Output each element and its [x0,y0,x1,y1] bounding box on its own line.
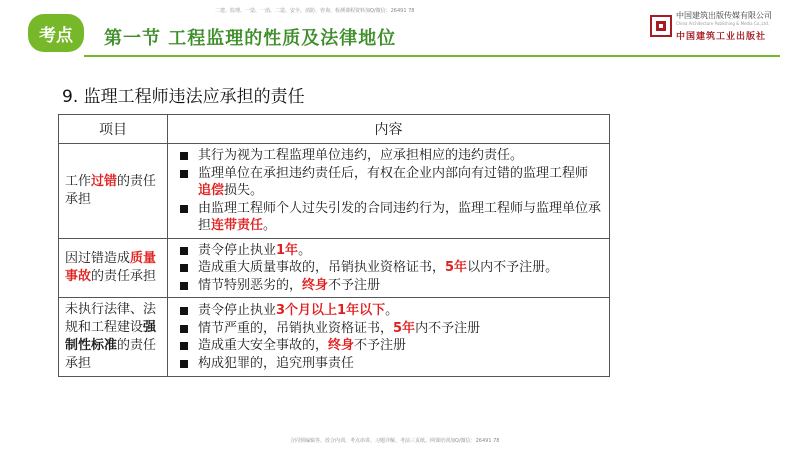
table-header-row [59,115,610,144]
text-segment: 未执行法律、法规和工程建设 [65,302,157,335]
text-segment: 的责任承担 [65,338,157,371]
highlight-text: 5年 [393,320,416,336]
text-segment: 以内不予注册。 [467,260,559,275]
text-segment: 责令停止执业 [198,242,277,258]
publisher-logo-icon [650,15,672,37]
highlight-text: 连带责任 [211,218,264,233]
section-title: 9. 监理工程师违法应承担的责任 [62,87,305,107]
bullet-item [176,355,601,373]
bottom-watermark: 合同预编辑等、放合内训、考点串讲、习题详解、考前三页纸、网课培训加Q/微信：26491 78 [290,438,500,444]
row-content [168,238,610,298]
highlight-text: 终身 [302,277,329,293]
table-row [59,238,610,298]
text-segment: 工作 [65,173,92,189]
topic-badge: 考点 [28,14,84,52]
text-segment: 情节特别恶劣的， [198,277,303,293]
text-segment: 内不予注册 [415,320,481,336]
table-row [59,298,610,377]
highlight-text: 5年 [445,260,468,275]
bullet-item [176,302,601,320]
responsibility-table [58,114,610,377]
text-segment: 因过错造成 [65,250,131,266]
publisher-name-cn2: 中国建筑工业出版社 [676,32,767,42]
text-segment: 的责任承担 [91,268,157,284]
row-content [168,298,610,377]
bullet-item [176,147,601,165]
bullet-item [176,242,601,260]
text-segment: 。 [298,242,312,258]
text-segment: 造成重大安全事故的， [198,338,329,353]
publisher-name-cn: 中国建筑出版传媒有限公司 [676,11,772,20]
highlight-text: 3个月以上1年以下 [276,303,386,318]
row-label [59,144,168,239]
bullet-item [176,337,601,355]
highlight-text: 质量事故 [65,250,157,284]
highlight-text: 过错 [91,173,118,189]
bullet-item [176,259,601,277]
text-segment: 造成重大质量事故的，吊销执业资格证书， [198,260,446,275]
text-segment: 由监理工程师个人过失引发的合同违约行为，监理工程师与监理单位承担 [198,200,602,233]
text-segment: 。 [263,218,277,233]
text-segment: 。 [385,303,399,318]
text-segment: 不予注册 [354,338,407,353]
text-segment: 的责任承担 [65,173,157,207]
text-segment: 强制性标准 [65,320,157,353]
text-segment: 其行为视为工程监理单位违约，应承担相应的违约责任。 [198,148,524,163]
highlight-text: 追偿 [198,183,225,198]
text-segment: 不予注册 [328,277,381,293]
text-segment: 损失。 [224,183,264,198]
row-label [59,298,168,377]
bullet-item [176,277,601,295]
table-row [59,144,610,239]
bullet-list [176,242,601,295]
row-label [59,238,168,298]
publisher-name-en: China Architecture Publishing & Media Co.,Ltd. [676,21,770,26]
row-content [168,144,610,239]
header-content: 内容 [168,115,610,144]
publisher-logo [650,10,772,42]
highlight-text: 终身 [328,338,355,353]
text-segment: 监理单位在承担违约责任后，有权在企业内部向有过错的监理工程师 [198,165,589,181]
top-watermark: 二建、监理、一造、一消、二造、安全、消防、咨询、检测课程资料加Q/微信：26491 78 [215,8,415,14]
bullet-list [176,302,601,372]
page-title: 第一节 工程监理的性质及法律地位 [104,28,397,49]
text-segment: 情节严重的，吊销执业资格证书， [198,320,394,336]
header-divider [84,55,780,57]
header-item: 项目 [59,115,168,144]
bullet-item [176,200,601,235]
bullet-item [176,320,601,338]
text-segment: 构成犯罪的，追究刑事责任 [198,355,355,371]
bullet-list [176,147,601,235]
text-segment: 责令停止执业 [198,303,277,318]
highlight-text: 1年 [276,242,299,258]
bullet-item [176,165,601,200]
